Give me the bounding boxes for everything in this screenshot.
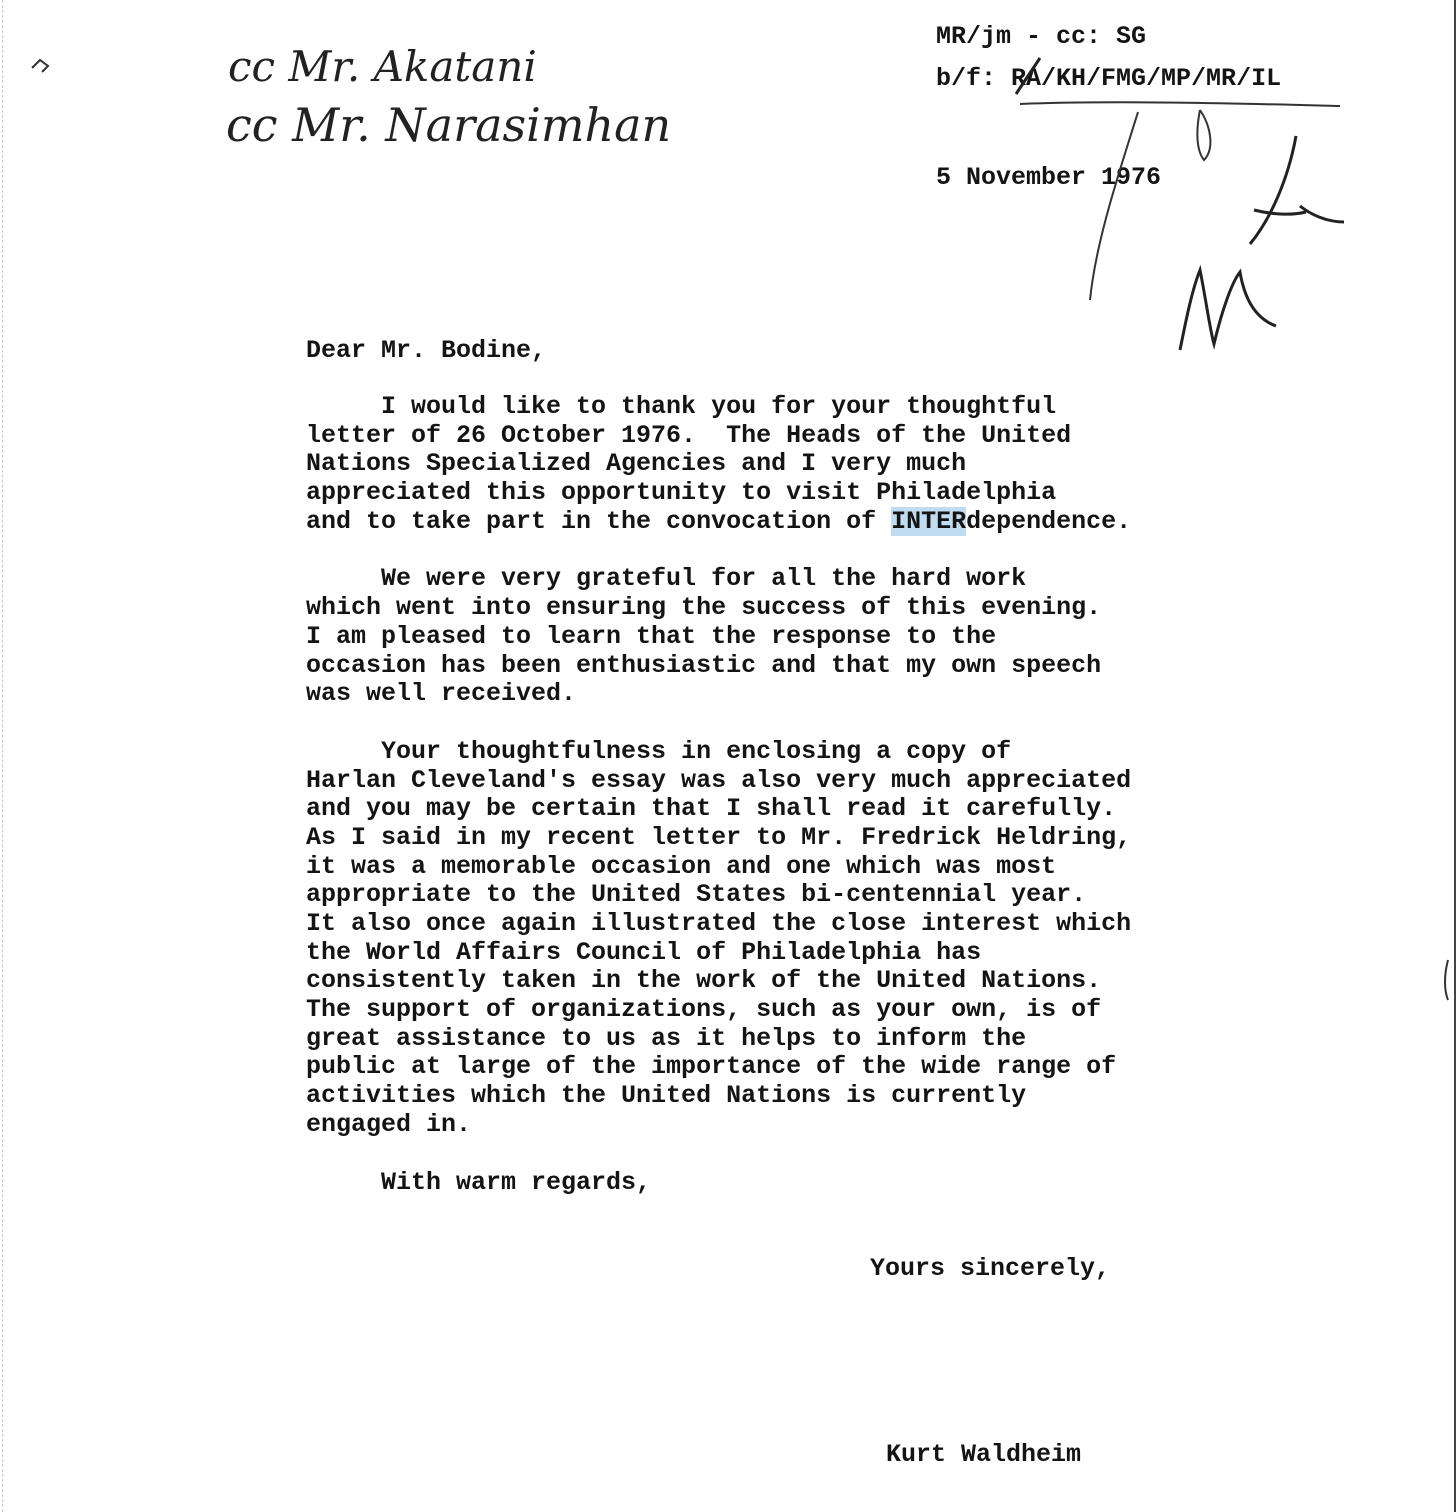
closing-regards-block <box>306 1169 1306 1198</box>
paragraph-line: appreciated this opportunity to visit Philadelphia <box>306 478 1057 508</box>
paragraph-1 <box>306 393 1306 536</box>
paragraph-line: It also once again illustrated the close interest which <box>306 909 1132 938</box>
initial-mark-icon <box>1197 110 1210 160</box>
paragraph-line: was well received. <box>306 679 577 709</box>
paragraph-line: occasion has been enthusiastic and that my own speech <box>306 650 1102 680</box>
highlighted-line-text <box>306 507 1131 536</box>
reference-line-1: MR/jm - cc: SG <box>936 22 1147 51</box>
letter-body <box>306 393 1306 1197</box>
paragraph-line: I am pleased to learn that the response to the <box>306 621 997 651</box>
paragraph-line: engaged in. <box>306 1109 472 1139</box>
paragraph-line: I would like to thank you for your thoughtful <box>306 392 1057 421</box>
handwritten-initials-icon <box>1250 136 1344 244</box>
highlighted-word: INTER <box>891 506 967 536</box>
margin-mark-icon <box>32 60 48 72</box>
paragraph-line: and you may be certain that I shall read it carefully. <box>306 794 1117 824</box>
line-text-before: and to take part in the convocation of <box>306 506 892 536</box>
reference-line-2 <box>936 64 1281 93</box>
paragraph-line: Nations Specialized Agencies and I very much <box>306 449 967 479</box>
reference-initials: /KH/FMG/MP/MR/IL <box>1041 64 1282 93</box>
paragraph-line: Harlan Cleveland's essay was also very much appreciated <box>306 765 1132 795</box>
scan-right-edge <box>1448 0 1456 1512</box>
salutation: Dear Mr. Bodine, <box>306 336 547 365</box>
paragraph-3 <box>306 738 1306 1140</box>
paragraph-line: great assistance to us as it helps to inform the <box>306 1023 1027 1053</box>
scan-left-edge <box>2 0 11 1512</box>
paragraph-line: As I said in my recent letter to Mr. Fredrick Heldring, <box>306 822 1132 852</box>
paragraph-line: activities which the United Nations is currently <box>306 1081 1027 1111</box>
handwritten-monogram-icon <box>1180 270 1276 350</box>
paragraph-line-highlighted <box>306 508 1306 537</box>
closing-regards: With warm regards, <box>306 1167 652 1197</box>
paragraph-line: appropriate to the United States bi-centennial year. <box>306 880 1087 910</box>
underline-stroke-icon <box>1020 102 1340 106</box>
paragraph-2 <box>306 565 1306 708</box>
letter-date: 5 November 1976 <box>936 163 1162 192</box>
line-text-after: dependence. <box>966 506 1132 536</box>
paragraph-line: The support of organizations, such as your own, is of <box>306 995 1102 1025</box>
paragraph-line: it was a memorable occasion and one which was most <box>306 851 1057 881</box>
paragraph-line: We were very grateful for all the hard work <box>306 564 1027 594</box>
paragraph-line: consistently taken in the work of the United Nations. <box>306 966 1102 996</box>
paragraph-line: which went into ensuring the success of this evening. <box>306 593 1102 623</box>
check-stroke-icon <box>1090 112 1138 300</box>
paragraph-line: public at large of the importance of the wide range of <box>306 1052 1117 1082</box>
paragraph-line: the World Affairs Council of Philadelphia has <box>306 937 982 967</box>
paragraph-line: Your thoughtfulness in enclosing a copy of <box>306 736 1012 766</box>
handwritten-cc-line-2: cc Mr. Narasimhan <box>226 98 672 152</box>
reference-struck-initials: RA <box>1011 64 1042 93</box>
reference-prefix: b/f: <box>936 64 1012 93</box>
paragraph-line: letter of 26 October 1976. The Heads of the United <box>306 420 1072 450</box>
signatory-name: Kurt Waldheim <box>886 1440 1082 1469</box>
valediction: Yours sincerely, <box>870 1254 1111 1283</box>
handwritten-cc-line-1: cc Mr. Akatani <box>228 42 537 91</box>
